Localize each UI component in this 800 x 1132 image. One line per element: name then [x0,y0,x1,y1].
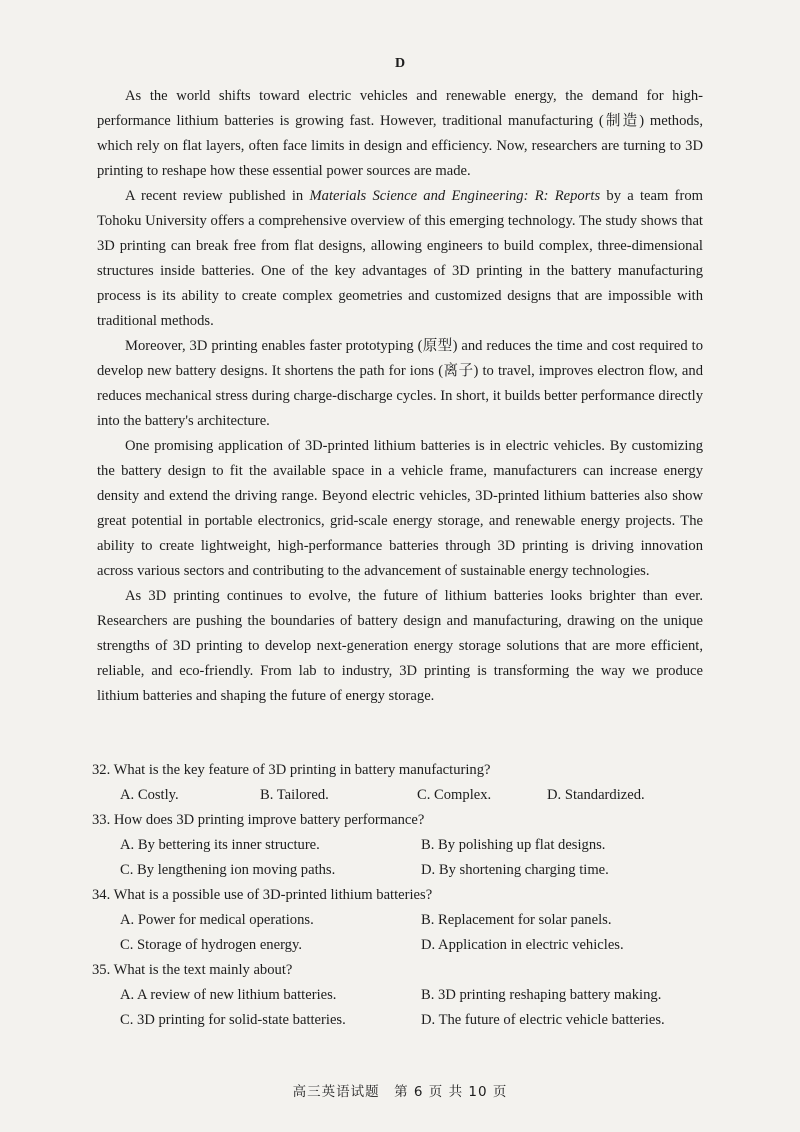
passage-paragraph-2 [97,184,703,334]
option-d[interactable]: D. Standardized. [547,787,645,803]
journal-title: Materials Science and Engineering: R: Reports [309,188,601,204]
question-stem: 33. How does 3D printing improve battery performance? [92,812,425,828]
option-b[interactable]: B. 3D printing reshaping battery making. [421,987,662,1003]
question-32 [92,758,712,808]
option-a[interactable]: A. Power for medical operations. [120,912,314,928]
question-stem: 32. What is the key feature of 3D printing in battery manufacturing? [92,762,491,778]
option-row [92,908,712,933]
option-b[interactable]: B. By polishing up flat designs. [421,837,606,853]
passage-paragraph-1: As the world shifts toward electric vehicles and renewable energy, the demand for high-performance lithium batteries is growing fast. However, traditional manufacturing (制造) methods, which rely on flat layers, often face limits in design and efficiency. Now, researchers are turning to 3D printing to reshape how these essential power sources are made. [97,88,703,179]
option-b[interactable]: B. Replacement for solar panels. [421,912,612,928]
option-row [92,858,712,883]
option-c[interactable]: C. Storage of hydrogen energy. [120,937,302,953]
option-c[interactable]: C. By lengthening ion moving paths. [120,862,336,878]
paragraph-2-intro: A recent review published in [125,188,310,204]
passage-paragraph-5: As 3D printing continues to evolve, the future of lithium batteries looks brighter than ever. Researchers are pushing the boundaries of battery design and manufacturing, drawing on the unique strengths of 3D printing to develop next-generation energy storage solutions that are more efficient, reliable, and eco-friendly. From lab to industry, 3D printing is transforming the way we produce lithium batteries and shaping the future of energy storage. [97,588,703,704]
option-b[interactable]: B. Tailored. [260,787,329,803]
passage-paragraph-3: Moreover, 3D printing enables faster prototyping (原型) and reduces the time and cost required to develop new battery designs. It shortens the path for ions (离子) to travel, improves electron flow, and reduces mechanical stress during charge-discharge cycles. In short, it builds better performance directly into the battery's architecture. [97,338,703,429]
option-a[interactable]: A. Costly. [120,787,179,803]
question-33 [92,808,712,883]
reading-passage [97,84,703,709]
section-letter: D [394,56,406,71]
passage-paragraph-4: One promising application of 3D-printed lithium batteries is in electric vehicles. By customizing the battery design to fit the available space in a vehicle frame, manufacturers can increase energy density and extend the driving range. Beyond electric vehicles, 3D-printed lithium batteries also show great potential in portable electronics, grid-scale energy storage, and renewable energy projects. The ability to create lightweight, high-performance batteries through 3D printing is driving innovation across various sectors and contributing to the advancement of sustainable energy technologies. [97,438,703,579]
option-row [92,933,712,958]
option-a[interactable]: A. A review of new lithium batteries. [120,987,337,1003]
question-34 [92,883,712,958]
option-row [92,983,712,1008]
question-list [92,758,712,1033]
option-a[interactable]: A. By bettering its inner structure. [120,837,320,853]
option-c[interactable]: C. Complex. [417,787,492,803]
option-d[interactable]: D. Application in electric vehicles. [421,937,624,953]
page-footer: 高三英语试题 第 6 页 共 10 页 [292,1084,508,1100]
option-d[interactable]: D. The future of electric vehicle batteries. [421,1012,665,1028]
question-stem: 35. What is the text mainly about? [92,962,293,978]
option-row [92,1008,712,1033]
option-row [92,833,712,858]
option-row [92,783,712,808]
question-35 [92,958,712,1033]
option-d[interactable]: D. By shortening charging time. [421,862,609,878]
option-c[interactable]: C. 3D printing for solid-state batteries. [120,1012,346,1028]
question-stem: 34. What is a possible use of 3D-printed lithium batteries? [92,887,433,903]
paragraph-2-body: by a team from Tohoku University offers a comprehensive overview of this emerging technology. The study shows that 3D printing can break free from flat designs, allowing engineers to build complex, three-dimensional structures inside batteries. One of the key advantages of 3D printing in the battery manufacturing process is its ability to create complex geometries and customized designs that are impossible with traditional methods. [97,188,703,329]
